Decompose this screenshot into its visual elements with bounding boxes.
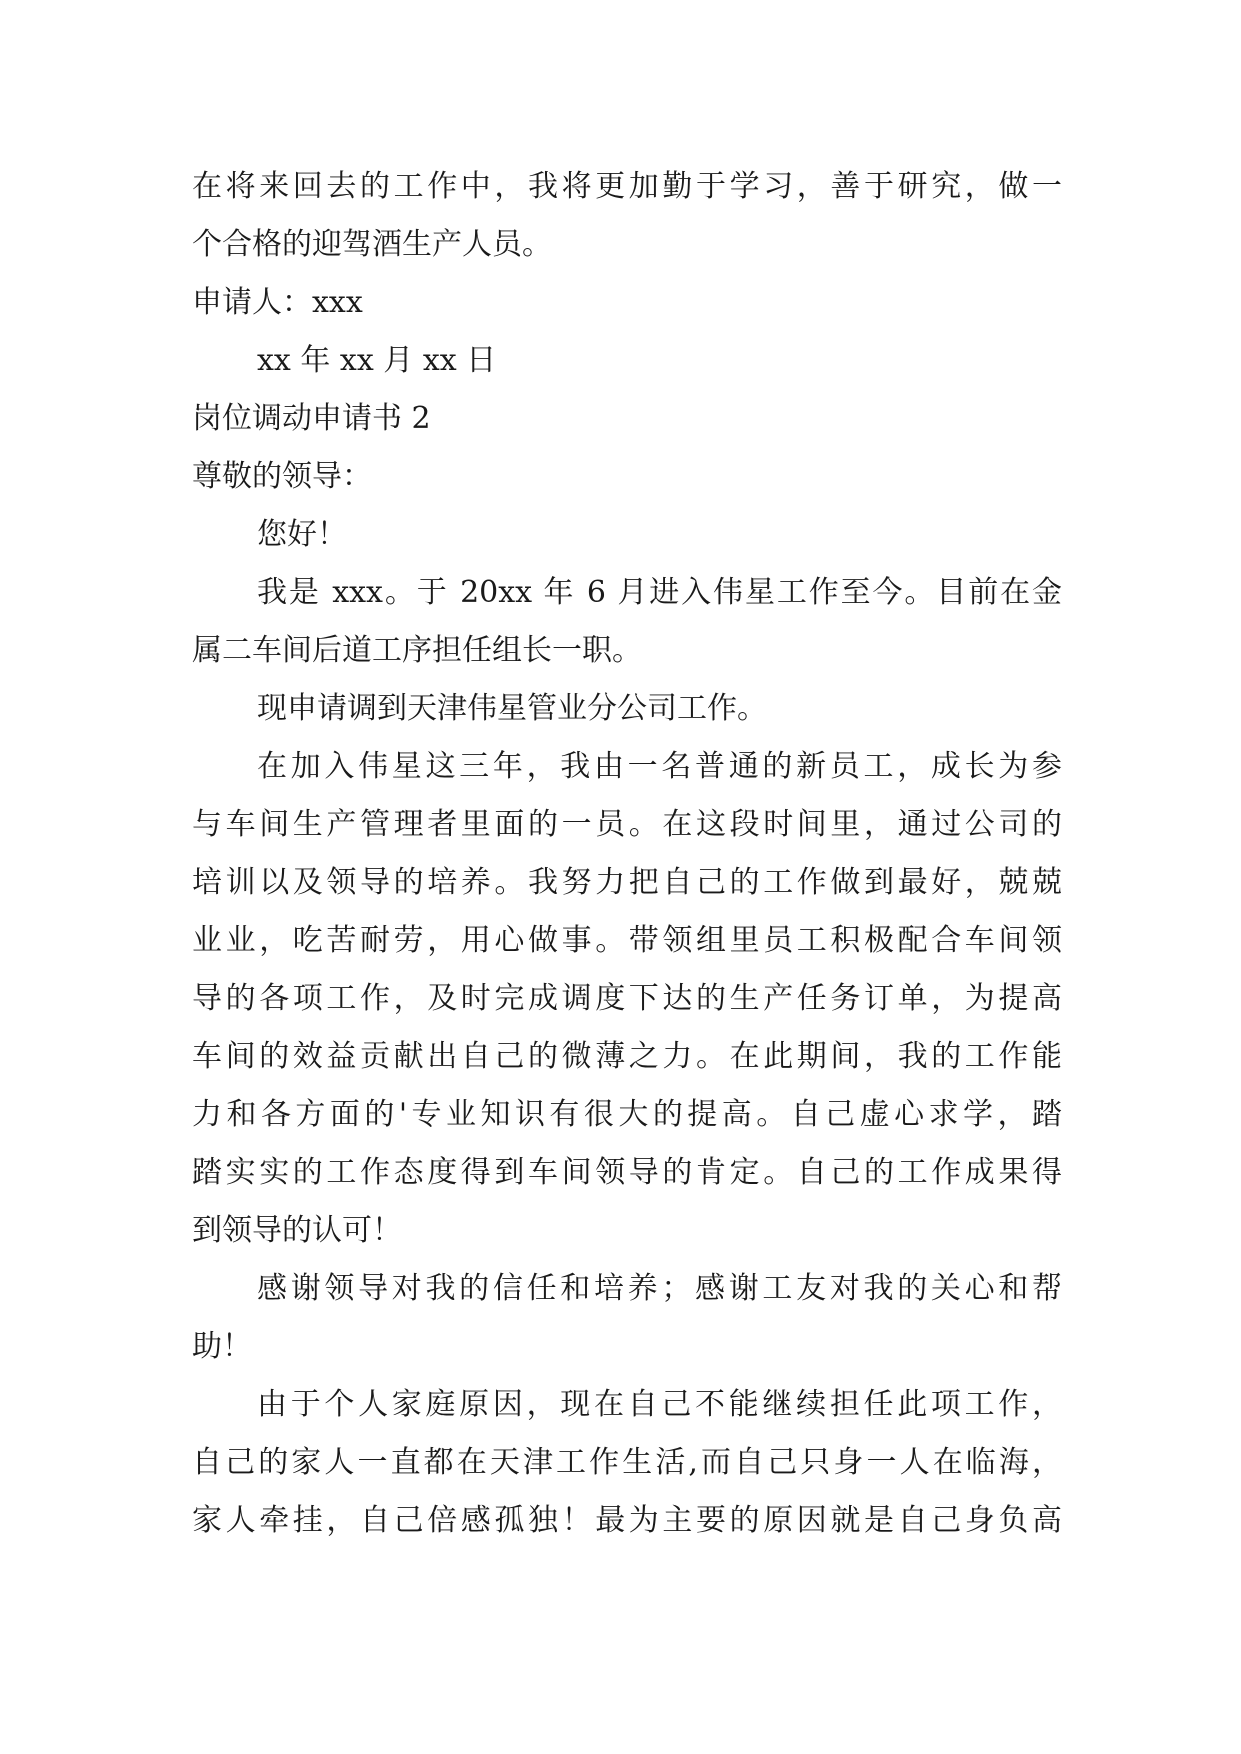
text-line: 业业，吃苦耐劳，用心做事。带领组里员工积极配合车间领 xyxy=(192,923,1062,958)
text-line: 自己的家人一直都在天津工作生活,而自己只身一人在临海， xyxy=(192,1445,1062,1480)
text-line: 您好！ xyxy=(257,517,347,552)
text-line: 力和各方面的'专业知识有很大的提高。自己虚心求学，踏 xyxy=(192,1097,1062,1132)
text-line: 现申请调到天津伟星管业分公司工作。 xyxy=(257,691,767,726)
text-line: 到领导的认可！ xyxy=(192,1213,402,1248)
text-line: 属二车间后道工序担任组长一职。 xyxy=(192,633,642,668)
text-line: 我是 xxx。于 20xx 年 6 月进入伟星工作至今。目前在金 xyxy=(257,575,1062,610)
text-line: 导的各项工作，及时完成调度下达的生产任务订单，为提高 xyxy=(192,981,1062,1016)
text-line: 与车间生产管理者里面的一员。在这段时间里，通过公司的 xyxy=(192,807,1062,842)
text-line: 申请人：xxx xyxy=(192,285,363,320)
text-line: 岗位调动申请书 2 xyxy=(192,401,431,436)
text-line: 感谢领导对我的信任和培养；感谢工友对我的关心和帮 xyxy=(257,1271,1062,1306)
text-line: 在将来回去的工作中，我将更加勤于学习，善于研究，做一 xyxy=(192,169,1062,204)
text-line: 家人牵挂，自己倍感孤独！最为主要的原因就是自己身负高 xyxy=(192,1503,1062,1538)
text-line: 尊敬的领导： xyxy=(192,459,372,494)
text-line: 个合格的迎驾酒生产人员。 xyxy=(192,227,552,262)
text-line: 踏实实的工作态度得到车间领导的肯定。自己的工作成果得 xyxy=(192,1155,1062,1190)
text-line: 在加入伟星这三年，我由一名普通的新员工，成长为参 xyxy=(257,749,1062,784)
text-line: 车间的效益贡献出自己的微薄之力。在此期间，我的工作能 xyxy=(192,1039,1062,1074)
text-line: 培训以及领导的培养。我努力把自己的工作做到最好，兢兢 xyxy=(192,865,1062,900)
text-line: 由于个人家庭原因，现在自己不能继续担任此项工作， xyxy=(257,1387,1062,1422)
text-line: xx 年 xx 月 xx 日 xyxy=(257,343,497,378)
document-body xyxy=(192,158,1062,1550)
text-line: 助！ xyxy=(192,1329,252,1364)
